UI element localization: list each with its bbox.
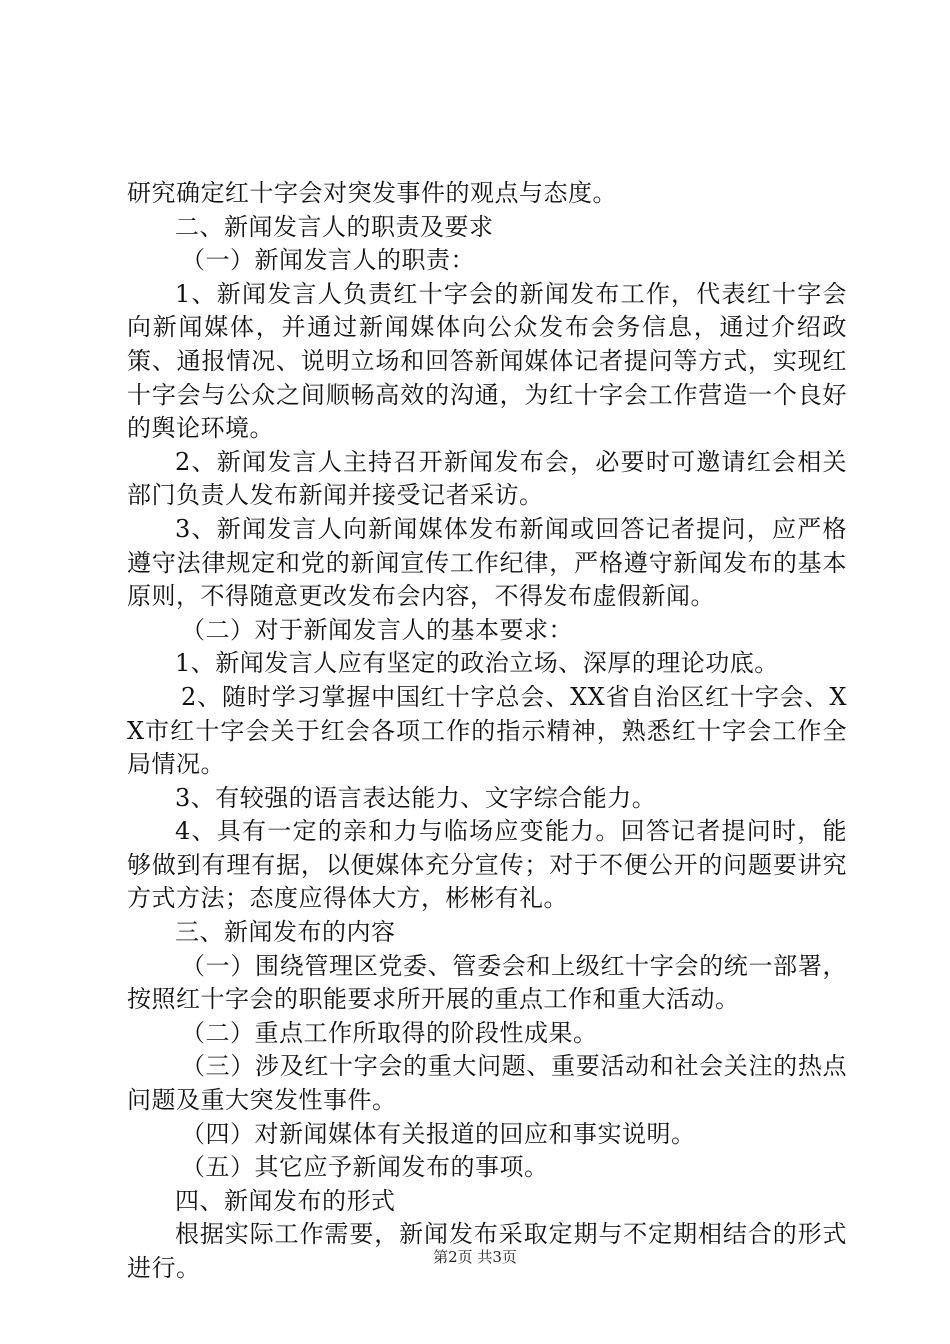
section-heading: 二、新闻发言人的职责及要求 bbox=[175, 212, 494, 241]
paragraph: 2、新闻发言人主持召开新闻发布会，必要时可邀请红会相关部门负责人发布新闻并接受记者采访。 bbox=[127, 447, 847, 510]
paragraph: 4、具有一定的亲和力与临场应变能力。回答记者提问时，能够做到有理有据，以便媒体充分宣传；对于不便公开的问题要讲究方式方法；态度应得体大方，彬彬有礼。 bbox=[127, 817, 847, 913]
section-heading: 四、新闻发布的形式 bbox=[175, 1186, 396, 1215]
paragraph: 1、新闻发言人应有坚定的政治立场、深厚的理论功底。 bbox=[175, 649, 779, 678]
paragraph: （一）围绕管理区党委、管委会和上级红十字会的统一部署，按照红十字会的职能要求所开展的重点工作和重大活动。 bbox=[127, 951, 847, 1014]
paragraph: 3、有较强的语言表达能力、文字综合能力。 bbox=[175, 783, 657, 812]
paragraph: 1、新闻发言人负责红十字会的新闻发布工作，代表红十字会向新闻媒体，并通过新闻媒体向公众发布会务信息，通过介绍政策、通报情况、说明立场和回答新闻媒体记者提问等方式，实现红十字会与公众之间顺畅高效的沟通，为红十字会工作营造一个良好的舆论环境。 bbox=[127, 279, 847, 443]
paragraph: （三）涉及红十字会的重大问题、重要活动和社会关注的热点问题及重大突发性事件。 bbox=[127, 1052, 847, 1115]
document-body bbox=[127, 177, 847, 1286]
paragraph: （四）对新闻媒体有关报道的回应和事实说明。 bbox=[181, 1119, 696, 1148]
page-footer: 第2页 共3页 bbox=[433, 1248, 517, 1266]
paragraph: （二）重点工作所取得的阶段性成果。 bbox=[181, 1018, 598, 1047]
paragraph: （五）其它应予新闻发布的事项。 bbox=[181, 1153, 549, 1182]
subsection-heading: （二）对于新闻发言人的基本要求： bbox=[181, 615, 573, 644]
paragraph: 研究确定红十字会对突发事件的观点与态度。 bbox=[127, 179, 617, 207]
paragraph: 2、随时学习掌握中国红十字总会、XX省自治区红十字会、XX市红十字会关于红会各项工作的指示精神，熟悉红十字会工作全局情况。 bbox=[127, 682, 847, 779]
paragraph: 3、新闻发言人向新闻媒体发布新闻或回答记者提问，应严格遵守法律规定和党的新闻宣传工作纪律，严格遵守新闻发布的基本原则，不得随意更改发布会内容，不得发布虚假新闻。 bbox=[127, 514, 847, 611]
paragraph: 根据实际工作需要，新闻发布采取定期与不定期相结合的形式进行。 bbox=[127, 1220, 847, 1282]
subsection-heading: （一）新闻发言人的职责： bbox=[181, 246, 475, 275]
section-heading: 三、新闻发布的内容 bbox=[175, 918, 396, 947]
